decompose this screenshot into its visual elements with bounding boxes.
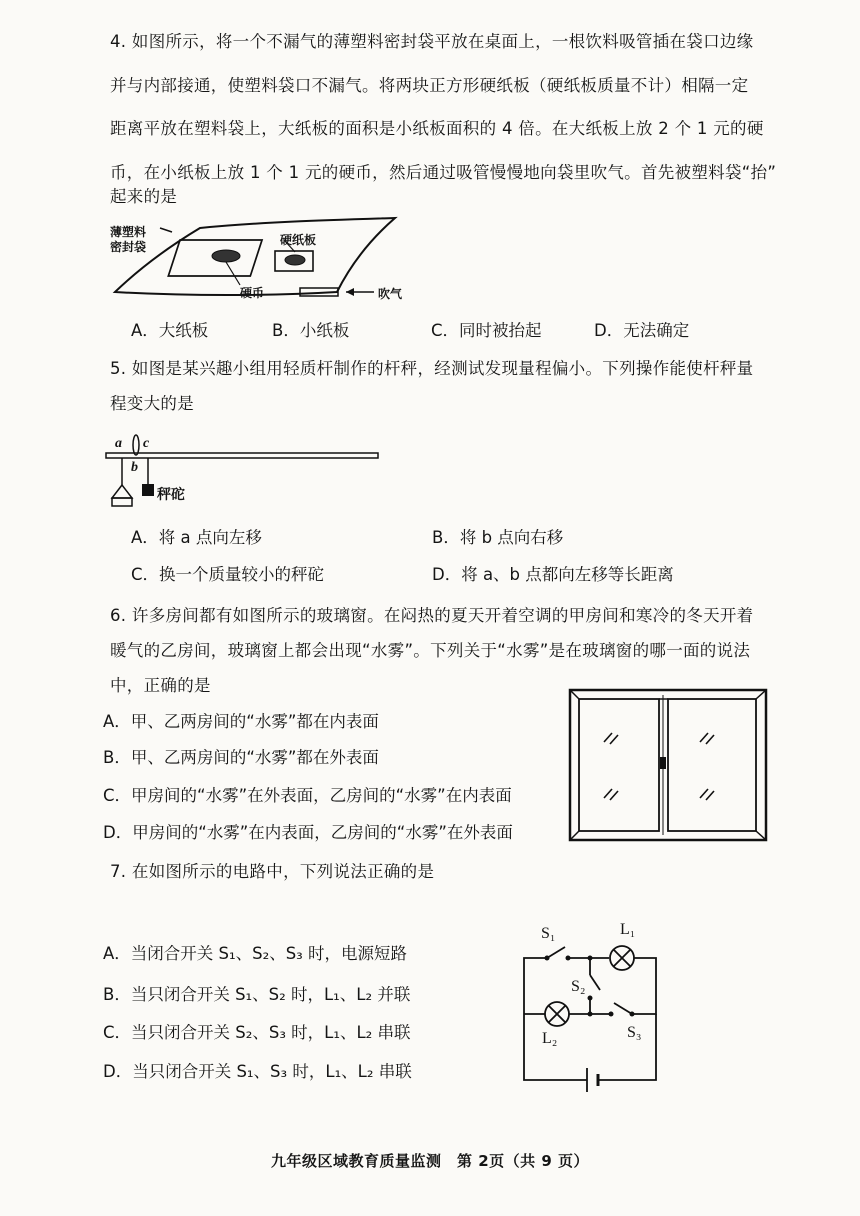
q7-option-d: D．当只闭合开关 S₁、S₃ 时，L₁、L₂ 串联 bbox=[103, 1062, 412, 1081]
q6-option-a: A．甲、乙两房间的“水雾”都在内表面 bbox=[103, 712, 379, 731]
q4-option-b: B．小纸板 bbox=[272, 321, 350, 340]
s2-label: S₂ bbox=[571, 978, 586, 995]
q5-line-2: 程变大的是 bbox=[110, 394, 194, 413]
q6-line-1: 6. 许多房间都有如图所示的玻璃窗。在闷热的夏天开着空调的甲房间和寒冷的冬天开着 bbox=[110, 606, 754, 625]
q7-option-c: C．当只闭合开关 S₂、S₃ 时，L₁、L₂ 串联 bbox=[103, 1023, 411, 1042]
label-a: a bbox=[115, 436, 122, 451]
board-label: 硬纸板 bbox=[280, 233, 317, 247]
q7-line-1: 7. 在如图所示的电路中，下列说法正确的是 bbox=[110, 862, 435, 881]
s1-label: S₁ bbox=[541, 925, 556, 942]
q4-line-4: 币，在小纸板上放 1 个 1 元的硬币，然后通过吸管慢慢地向袋里吹气。首先被塑料袋“抬” bbox=[110, 163, 777, 182]
weight-label: 秤砣 bbox=[157, 487, 185, 503]
bag-label-line-1: 薄塑料 bbox=[110, 225, 147, 239]
coin-label: 硬币 bbox=[240, 286, 265, 300]
q4-option-a: A．大纸板 bbox=[131, 321, 209, 340]
label-c: c bbox=[143, 436, 150, 451]
q5-option-b: B．将 b 点向右移 bbox=[432, 528, 564, 547]
s3-label: S₃ bbox=[627, 1024, 642, 1041]
q5-option-c: C．换一个质量较小的秤砣 bbox=[131, 565, 325, 584]
q5-option-a: A．将 a 点向左移 bbox=[131, 528, 262, 547]
l1-label: L₁ bbox=[620, 921, 636, 938]
q6-line-3: 中，正确的是 bbox=[110, 676, 211, 695]
q6-option-c: C．甲房间的“水雾”在外表面，乙房间的“水雾”在内表面 bbox=[103, 786, 512, 805]
q4-line-3: 距离平放在塑料袋上，大纸板的面积是小纸板面积的 4 倍。在大纸板上放 2 个 1 元的硬 bbox=[110, 119, 764, 138]
q5-option-d: D．将 a、b 点都向左移等长距离 bbox=[432, 565, 674, 584]
blow-label: 吹气 bbox=[378, 287, 403, 301]
q4-line-1: 4. 如图所示，将一个不漏气的薄塑料密封袋平放在桌面上，一根饮料吸管插在袋口边缘 bbox=[110, 32, 754, 51]
q5-line-1: 5. 如图是某兴趣小组用轻质杆制作的杆秤，经测试发现量程偏小。下列操作能使杆秤量 bbox=[110, 359, 754, 378]
q7-option-b: B．当只闭合开关 S₁、S₂ 时，L₁、L₂ 并联 bbox=[103, 985, 411, 1004]
label-b: b bbox=[131, 460, 138, 475]
l2-label: L₂ bbox=[542, 1030, 558, 1047]
bag-label-line-2: 密封袋 bbox=[110, 240, 147, 254]
page-footer: 九年级区域教育质量监测 第 2页（共 9 页） bbox=[270, 1152, 590, 1170]
q4-option-d: D．无法确定 bbox=[594, 321, 690, 340]
q7-option-a: A．当闭合开关 S₁、S₂、S₃ 时，电源短路 bbox=[103, 944, 408, 963]
q6-option-d: D．甲房间的“水雾”在内表面，乙房间的“水雾”在外表面 bbox=[103, 823, 513, 842]
q4-line-5: 起来的是 bbox=[110, 187, 178, 206]
q6-option-b: B．甲、乙两房间的“水雾”都在外表面 bbox=[103, 748, 379, 767]
q6-line-2: 暖气的乙房间，玻璃窗上都会出现“水雾”。下列关于“水雾”是在玻璃窗的哪一面的说法 bbox=[110, 641, 751, 660]
q4-option-c: C．同时被抬起 bbox=[431, 321, 542, 340]
q4-line-2: 并与内部接通，使塑料袋口不漏气。将两块正方形硬纸板（硬纸板质量不计）相隔一定 bbox=[110, 76, 749, 95]
